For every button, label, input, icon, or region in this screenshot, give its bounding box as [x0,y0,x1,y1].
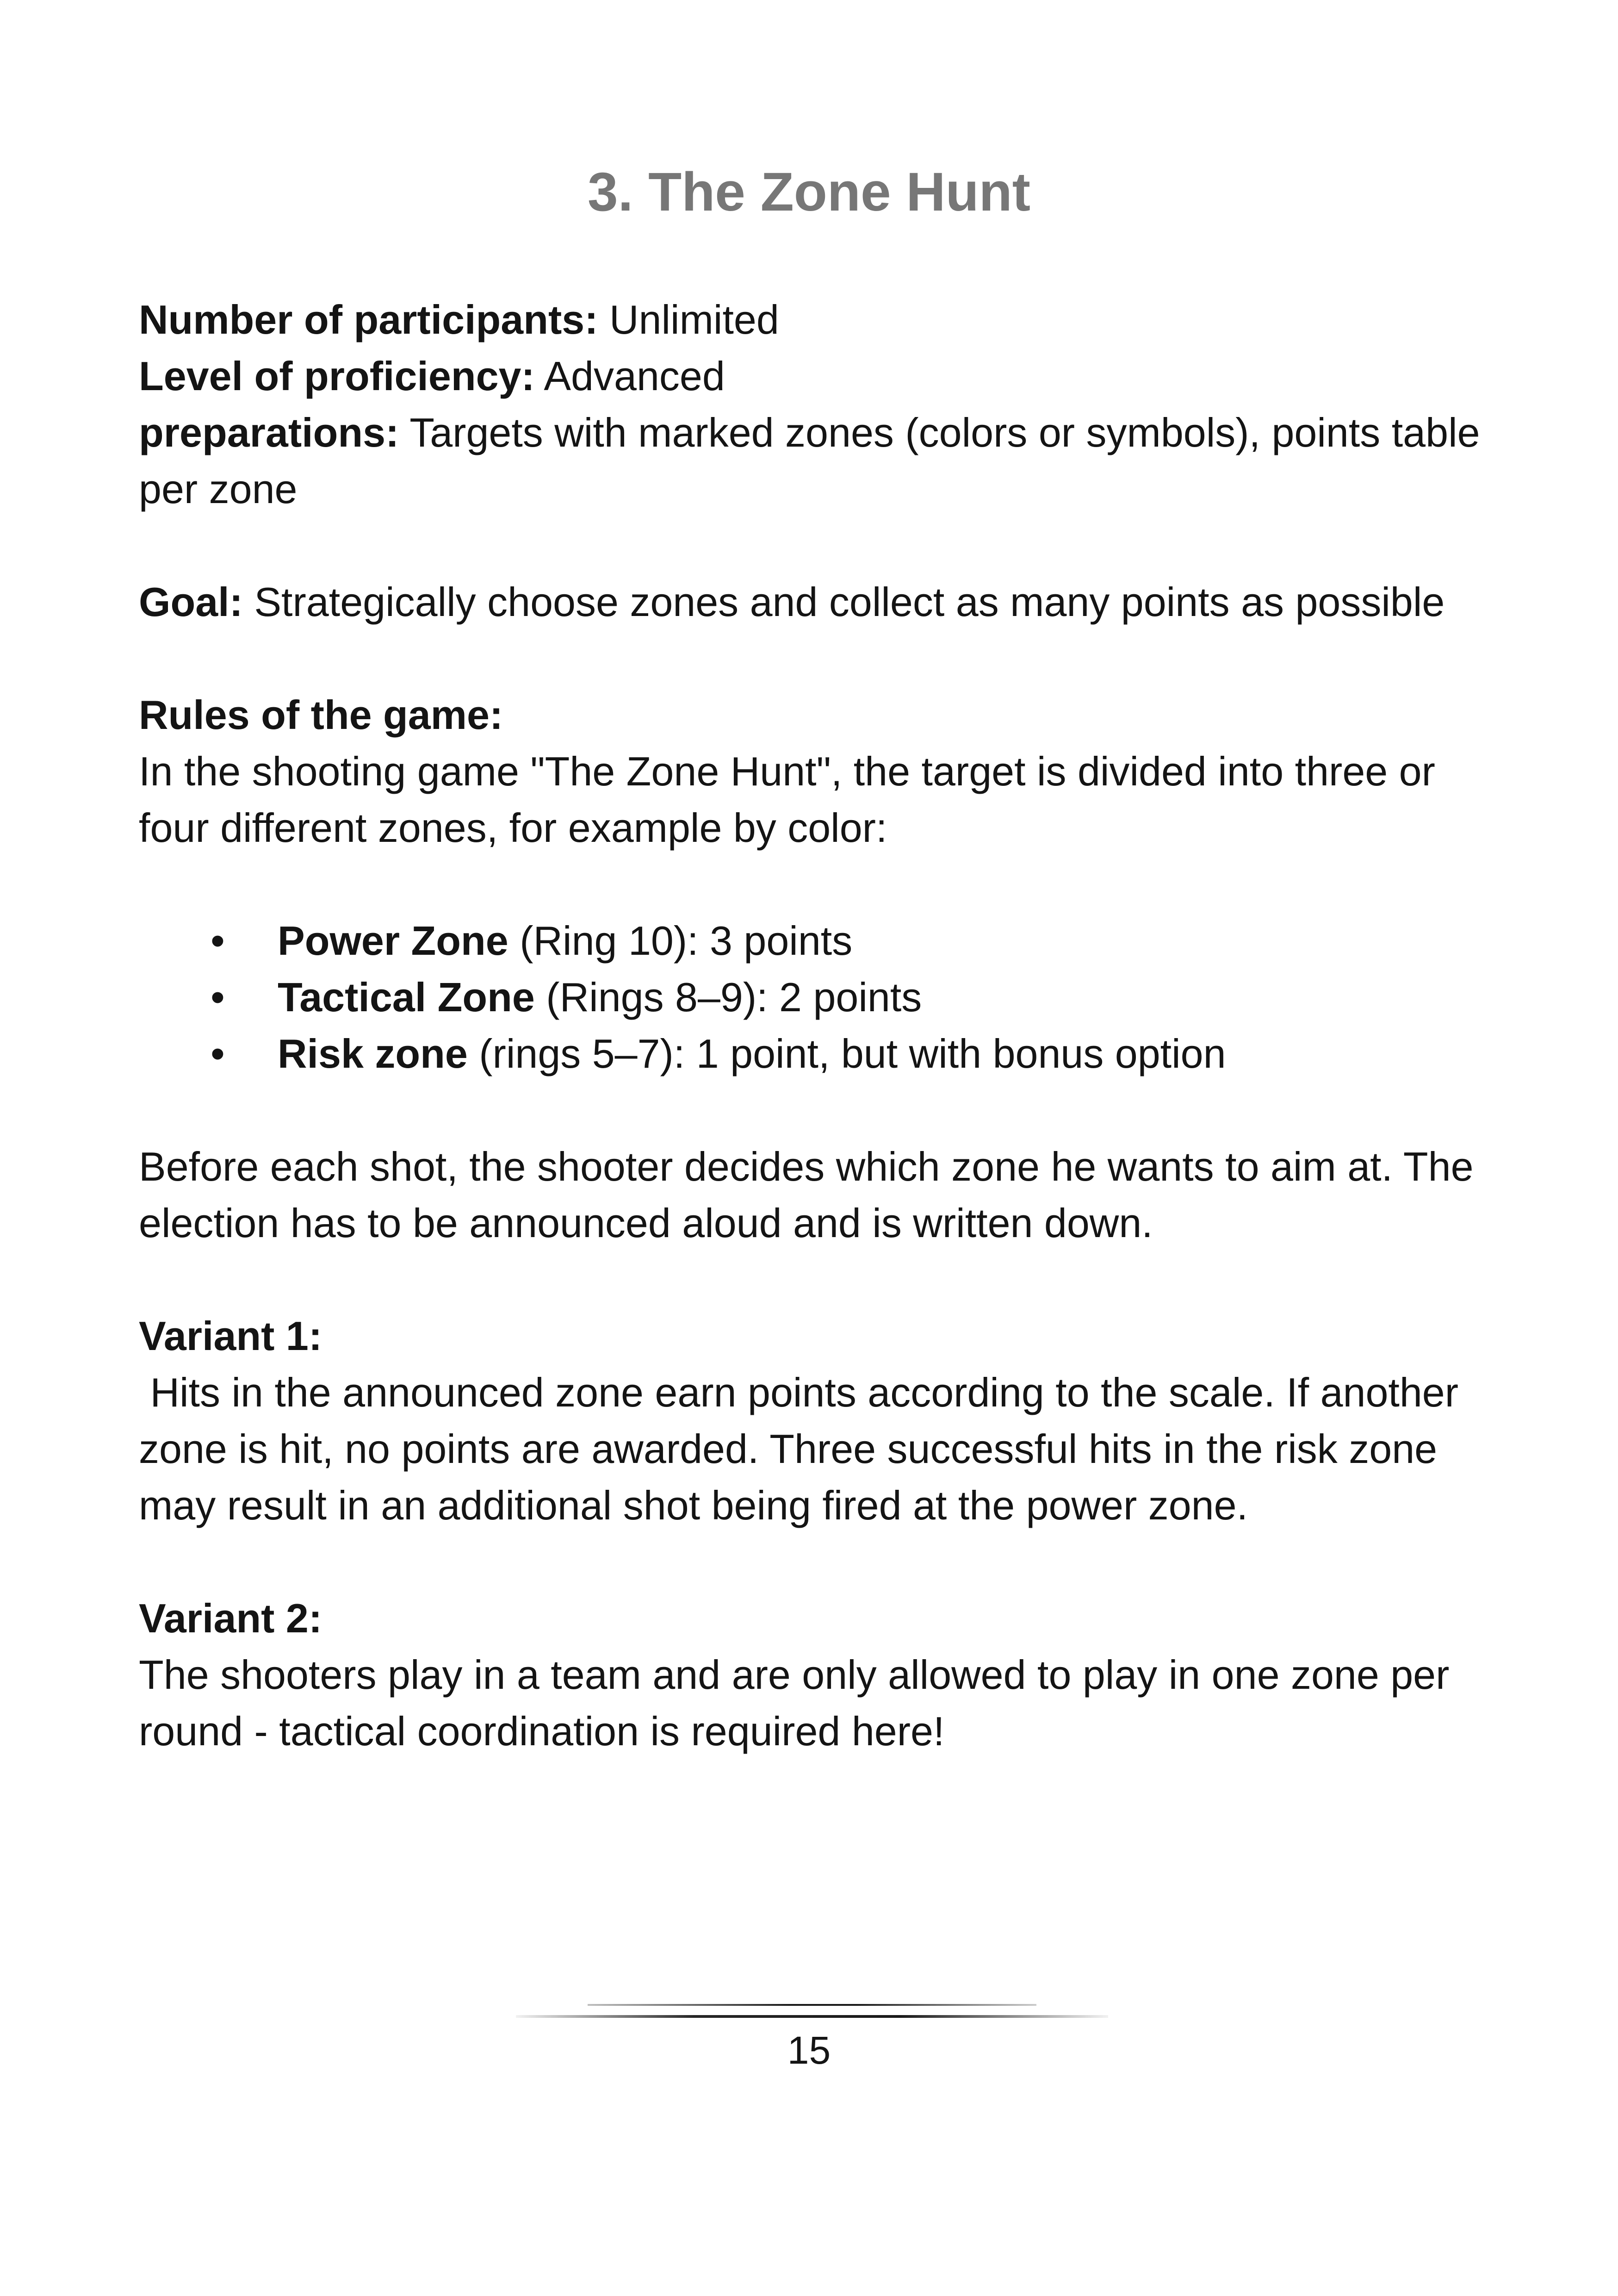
rules-heading: Rules of the game: [139,692,503,738]
zone-name: Power Zone [278,918,508,964]
goal-text: Strategically choose zones and collect as many points as possible [242,579,1445,625]
spacer [139,1534,1481,1590]
footer-rule-bottom [516,2015,1108,2018]
rules-intro: In the shooting game "The Zone Hunt", the target is divided into three or four different zones, for example by color: [139,748,1435,851]
rules-after: Before each shot, the shooter decides which zone he wants to aim at. The election has to be announced aloud and is written down. [139,1144,1474,1246]
variant1-text: Hits in the announced zone earn points according to the scale. If another zone is hit, no points are awarded. Three successful hits in the risk zone may result in an additional shot being fired at the power zone. [139,1369,1470,1528]
footer-rule-top [588,2004,1036,2006]
zone-name: Risk zone [278,1031,468,1076]
page-title: 3. The Zone Hunt [587,162,1031,223]
bullet-icon: • [211,918,225,964]
bullet-icon: • [211,974,225,1020]
participants-value: Unlimited [598,297,779,342]
spacer [139,856,1481,913]
spacer [139,1251,1481,1308]
level-line [139,348,1481,404]
list-item [139,913,1481,969]
participants-label: Number of participants: [139,297,598,342]
list-item [139,969,1481,1026]
zone-list [139,913,1481,1082]
list-item [139,1026,1481,1082]
zone-name: Tactical Zone [278,974,535,1020]
page-number: 15 [787,2028,831,2072]
participants-line [139,292,1481,348]
preparations-label: preparations: [139,410,399,455]
spacer [139,1082,1481,1139]
level-value: Advanced [534,353,725,399]
spacer [139,630,1481,687]
zone-detail: (Rings 8–9): 2 points [534,974,922,1020]
preparations-line [139,404,1481,517]
variant2-heading: Variant 2: [139,1595,322,1641]
variant1-heading: Variant 1: [139,1313,322,1359]
level-label: Level of proficiency: [139,353,535,399]
content-body [139,292,1481,1760]
zone-detail: (rings 5–7): 1 point, but with bonus option [467,1031,1226,1076]
zone-detail: (Ring 10): 3 points [508,918,853,964]
bullet-icon: • [211,1031,225,1076]
goal-label: Goal: [139,579,243,625]
variant2-text: The shooters play in a team and are only allowed to play in one zone per round - tactical coordination is required here! [139,1652,1450,1754]
preparations-value: Targets with marked zones (colors or symbols), points table per zone [139,410,1480,512]
spacer [139,517,1481,574]
goal-line [139,574,1481,630]
